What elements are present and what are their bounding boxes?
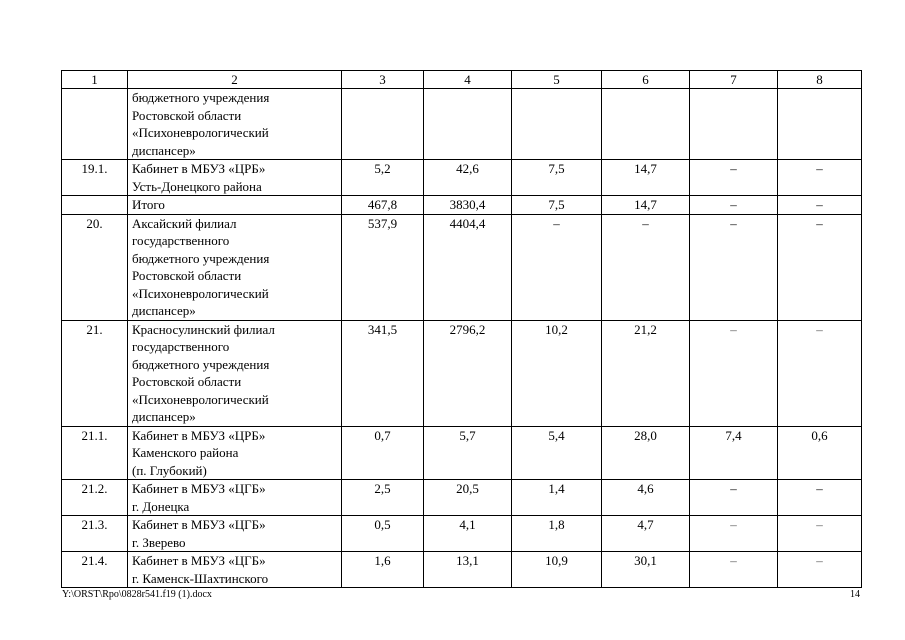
table-cell: 341,5: [342, 320, 424, 426]
column-header: 2: [128, 71, 342, 89]
column-header: 4: [424, 71, 512, 89]
table-cell: 14,7: [602, 160, 690, 196]
row-number: 21.2.: [62, 480, 128, 516]
table-row: [62, 516, 862, 552]
table-cell: 21,2: [602, 320, 690, 426]
table-cell: –: [778, 160, 862, 196]
table-cell: –: [778, 516, 862, 552]
table-cell: –: [690, 160, 778, 196]
row-number: 21.: [62, 320, 128, 426]
table-row: [62, 160, 862, 196]
table-cell: –: [778, 196, 862, 215]
table-cell: –: [690, 196, 778, 215]
data-table: [61, 70, 862, 588]
table-cell: 0,7: [342, 426, 424, 480]
institution-name: бюджетного учреждения Ростовской области «Психоневрологический диспансер»: [128, 89, 342, 160]
table-cell: 1,6: [342, 552, 424, 588]
table-cell: 4,1: [424, 516, 512, 552]
table-cell: [424, 89, 512, 160]
table-cell: 13,1: [424, 552, 512, 588]
table-cell: 537,9: [342, 214, 424, 320]
column-header: 7: [690, 71, 778, 89]
table-cell: 5,2: [342, 160, 424, 196]
table-cell: –: [690, 480, 778, 516]
table-row: [62, 214, 862, 320]
table-cell: 2,5: [342, 480, 424, 516]
table-cell: 467,8: [342, 196, 424, 215]
institution-name: Аксайский филиал государственного бюджетного учреждения Ростовской области «Психоневрологический диспансер»: [128, 214, 342, 320]
table-cell: 0,5: [342, 516, 424, 552]
table-row: [62, 552, 862, 588]
table-cell: 1,4: [512, 480, 602, 516]
institution-name: Итого: [128, 196, 342, 215]
institution-name: Кабинет в МБУЗ «ЦГБ» г. Зверево: [128, 516, 342, 552]
row-number: [62, 196, 128, 215]
table-cell: 14,7: [602, 196, 690, 215]
table-cell: –: [778, 552, 862, 588]
table-cell: 10,9: [512, 552, 602, 588]
institution-name: Красносулинский филиал государственного бюджетного учреждения Ростовской области «Психоневрологический диспансер»: [128, 320, 342, 426]
table-cell: 2796,2: [424, 320, 512, 426]
table-cell: 42,6: [424, 160, 512, 196]
table-cell: 28,0: [602, 426, 690, 480]
table-cell: [512, 89, 602, 160]
table-row-total: [62, 196, 862, 215]
column-header: 3: [342, 71, 424, 89]
row-number: 20.: [62, 214, 128, 320]
table-cell: 0,6: [778, 426, 862, 480]
page-number: 14: [850, 589, 860, 600]
table-cell: –: [778, 320, 862, 426]
footer-file-path: Y:\ORST\Rpo\0828r541.f19 (1).docx: [62, 589, 212, 600]
table-cell: 10,2: [512, 320, 602, 426]
column-header: 5: [512, 71, 602, 89]
institution-name: Кабинет в МБУЗ «ЦГБ» г. Каменск-Шахтинского: [128, 552, 342, 588]
table-cell: 7,5: [512, 196, 602, 215]
table-row: [62, 426, 862, 480]
table-cell: –: [690, 516, 778, 552]
row-number: 21.4.: [62, 552, 128, 588]
table-cell: 30,1: [602, 552, 690, 588]
table-cell: –: [778, 480, 862, 516]
table-header-row: [62, 71, 862, 89]
table-cell: 1,8: [512, 516, 602, 552]
table-cell: 5,4: [512, 426, 602, 480]
institution-name: Кабинет в МБУЗ «ЦГБ» г. Донецка: [128, 480, 342, 516]
column-header: 6: [602, 71, 690, 89]
column-header: 1: [62, 71, 128, 89]
row-number: 21.1.: [62, 426, 128, 480]
table-cell: [690, 89, 778, 160]
table-cell: –: [690, 552, 778, 588]
row-number: 19.1.: [62, 160, 128, 196]
table-cell: [778, 89, 862, 160]
table-cell: [602, 89, 690, 160]
table-cell: –: [690, 320, 778, 426]
table-cell: 20,5: [424, 480, 512, 516]
table-cell: –: [512, 214, 602, 320]
table-cell: 4,7: [602, 516, 690, 552]
table-cell: 5,7: [424, 426, 512, 480]
institution-name: Кабинет в МБУЗ «ЦРБ» Усть-Донецкого района: [128, 160, 342, 196]
table-cell: –: [778, 214, 862, 320]
table-cell: [342, 89, 424, 160]
table-cell: 4404,4: [424, 214, 512, 320]
institution-name: Кабинет в МБУЗ «ЦРБ» Каменского района (п. Глубокий): [128, 426, 342, 480]
table-cell: 4,6: [602, 480, 690, 516]
column-header: 8: [778, 71, 862, 89]
table-cell: –: [602, 214, 690, 320]
row-number: 21.3.: [62, 516, 128, 552]
table-row: [62, 89, 862, 160]
row-number: [62, 89, 128, 160]
table-cell: –: [690, 214, 778, 320]
table-cell: 7,4: [690, 426, 778, 480]
table-row: [62, 320, 862, 426]
table-cell: 7,5: [512, 160, 602, 196]
table-cell: 3830,4: [424, 196, 512, 215]
table-row: [62, 480, 862, 516]
